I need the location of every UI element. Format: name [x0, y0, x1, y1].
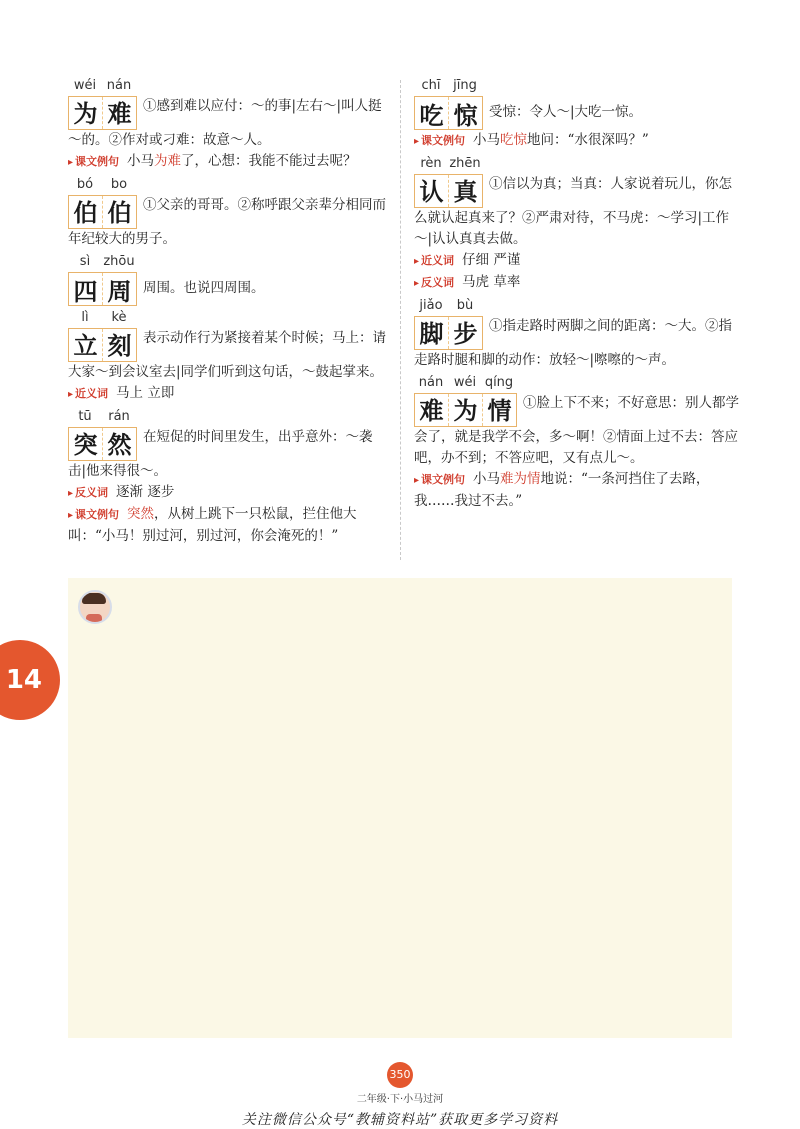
pinyin-syllable: lì — [81, 310, 89, 325]
hanzi: 然 — [107, 429, 132, 459]
pinyin-syllable: kè — [111, 310, 127, 325]
hanzi: 惊 — [453, 100, 478, 130]
entry-like — [68, 310, 388, 405]
pinyin-syllable: nán — [106, 78, 132, 93]
hanzi: 真 — [453, 176, 478, 206]
entry-bobo — [68, 177, 388, 250]
hanzi: 情 — [487, 395, 512, 425]
definition — [414, 174, 744, 250]
example-tag: ▸ 课文例句 — [414, 473, 465, 486]
example-highlight: 为难 — [154, 153, 182, 169]
synonym-line — [68, 383, 388, 405]
antonym-line — [68, 482, 388, 504]
word-box — [414, 316, 483, 350]
hanzi: 吃 — [415, 97, 449, 129]
pinyin-row — [414, 298, 744, 316]
word-box — [68, 427, 137, 461]
definition — [68, 427, 388, 482]
entry-jiaobu — [414, 298, 744, 371]
definition — [414, 96, 744, 130]
word-box — [68, 272, 137, 306]
pinyin-syllable: rèn — [420, 156, 442, 171]
example-text: 小马 — [473, 471, 501, 487]
word-box — [414, 174, 483, 208]
pinyin-row — [68, 310, 388, 328]
definition — [68, 195, 388, 250]
synonym-text: 马上 立即 — [116, 385, 175, 401]
antonym-tag: ▸ 反义词 — [414, 276, 454, 289]
definition-text: ①脸上下不来；不好意思：别人都学会了，就是我学不会，多～啊！②情面上过不去：答应吧，办不到；不答应吧，又有点儿～。 — [414, 395, 739, 466]
pinyin-row — [414, 156, 744, 174]
definition — [414, 316, 744, 371]
hanzi: 伯 — [107, 197, 132, 227]
student-avatar-icon — [78, 590, 112, 624]
entry-nanweiqing — [414, 375, 744, 512]
notes-area[interactable] — [68, 578, 732, 1038]
example-tag: ▸ 课文例句 — [68, 155, 119, 168]
pinyin-syllable: bù — [456, 298, 474, 313]
hanzi: 脚 — [415, 317, 449, 349]
definition-text: 表示动作行为紧接着某个时候；马上：请大家～到会议室去|同学们听到这句话，～鼓起掌来。 — [68, 330, 386, 380]
word-box — [414, 393, 517, 427]
pinyin-row — [68, 78, 388, 96]
column-divider — [400, 80, 401, 560]
example-highlight: 难为情 — [500, 471, 541, 487]
chapter-tab: 14 — [0, 640, 60, 720]
pinyin-row — [68, 409, 388, 427]
pinyin-syllable: qíng — [484, 375, 514, 390]
example-line — [68, 504, 388, 547]
definition-text: ①感到难以应付：～的事|左右～|叫人挺～的。②作对或刁难：故意～人。 — [68, 98, 382, 148]
definition — [68, 328, 388, 383]
entry-chijing — [414, 78, 744, 152]
example-text: 地说：“一条河挡住了去路，我……我过不去。” — [414, 471, 710, 509]
pinyin-syllable: rán — [108, 409, 130, 424]
example-line — [414, 130, 744, 152]
example-text: ，从树上跳下一只松鼠，拦住他大叫：“小马！别过河，别过河，你会淹死的！” — [68, 506, 357, 544]
pinyin-syllable: nán — [418, 375, 444, 390]
entry-sizhou — [68, 254, 388, 306]
definition — [68, 96, 388, 151]
example-highlight: 吃惊 — [500, 132, 528, 148]
pinyin-syllable: wéi — [453, 375, 477, 390]
promo-text: 关注微信公众号“教辅资料站”获取更多学习资料 — [241, 1112, 559, 1128]
hanzi: 突 — [69, 428, 103, 460]
definition-text: 周围。也说四周围。 — [143, 280, 265, 296]
example-text: 小马 — [127, 153, 155, 169]
hanzi: 立 — [69, 329, 103, 361]
hanzi: 难 — [107, 98, 132, 128]
pinyin-row — [414, 78, 744, 96]
antonym-text: 逐渐 逐步 — [116, 484, 175, 500]
pinyin-syllable: wéi — [73, 78, 97, 93]
hanzi: 四 — [69, 273, 103, 305]
example-text: 了，心想：我能不能过去呢？ — [181, 153, 357, 169]
right-column — [414, 78, 744, 516]
entry-renzhen — [414, 156, 744, 294]
entry-weinan — [68, 78, 388, 173]
example-text: 小马 — [473, 132, 501, 148]
synonym-line — [414, 250, 744, 272]
hanzi: 刻 — [107, 330, 132, 360]
example-text: 地问：“水很深吗？” — [527, 132, 649, 148]
hanzi: 伯 — [69, 196, 103, 228]
hanzi: 周 — [107, 276, 132, 306]
example-tag: ▸ 课文例句 — [68, 508, 119, 521]
pinyin-row — [68, 254, 388, 272]
hanzi: 认 — [415, 175, 449, 207]
pinyin-syllable: bó — [76, 177, 94, 192]
antonym-tag: ▸ 反义词 — [68, 486, 108, 499]
definition-text: ①父亲的哥哥。②称呼跟父亲辈分相同而年纪较大的男子。 — [68, 197, 386, 247]
example-line — [414, 469, 744, 512]
antonym-text: 马虎 草率 — [462, 274, 521, 290]
definition-text: 受惊：令人～|大吃一惊。 — [489, 104, 643, 120]
hanzi: 为 — [69, 97, 103, 129]
definition — [414, 393, 744, 469]
page-number: 350 — [387, 1062, 413, 1088]
word-box — [68, 195, 137, 229]
hanzi: 难 — [415, 394, 449, 426]
pinyin-syllable: tū — [78, 409, 92, 424]
page-footer — [0, 1062, 800, 1129]
pinyin-syllable: bo — [110, 177, 128, 192]
hanzi: 为 — [449, 394, 483, 426]
definition-text: ①信以为真；当真：人家说着玩儿，你怎么就认起真来了？②严肃对待，不马虎：～学习|工作～|认认真真去做。 — [414, 176, 732, 247]
definition-text: ①指走路时两脚之间的距离：～大。②指走路时腿和脚的动作：放轻～|嚓嚓的～声。 — [414, 318, 732, 368]
word-box — [68, 96, 137, 130]
synonym-text: 仔细 严谨 — [462, 252, 521, 268]
antonym-line — [414, 272, 744, 294]
pinyin-row — [414, 375, 744, 393]
word-box — [414, 96, 483, 130]
pinyin-syllable: sì — [79, 254, 91, 269]
example-line — [68, 151, 388, 173]
pinyin-row — [68, 177, 388, 195]
pinyin-syllable: jīng — [453, 78, 477, 93]
example-tag: ▸ 课文例句 — [414, 134, 465, 147]
word-box — [68, 328, 137, 362]
entry-turan — [68, 409, 388, 547]
pinyin-syllable: chī — [421, 78, 441, 93]
breadcrumb: 二年级·下·小马过河 — [356, 1094, 444, 1105]
pinyin-syllable: zhēn — [449, 156, 481, 171]
synonym-tag: ▸ 近义词 — [414, 254, 454, 267]
definition — [68, 272, 388, 306]
synonym-tag: ▸ 近义词 — [68, 387, 108, 400]
pinyin-syllable: zhōu — [103, 254, 135, 269]
pinyin-syllable: jiǎo — [419, 298, 443, 313]
hanzi: 步 — [453, 318, 478, 348]
definition-text: 在短促的时间里发生，出乎意外：～袭击|他来得很～。 — [68, 429, 373, 479]
example-highlight: 突然 — [127, 506, 155, 522]
left-column — [68, 78, 388, 551]
